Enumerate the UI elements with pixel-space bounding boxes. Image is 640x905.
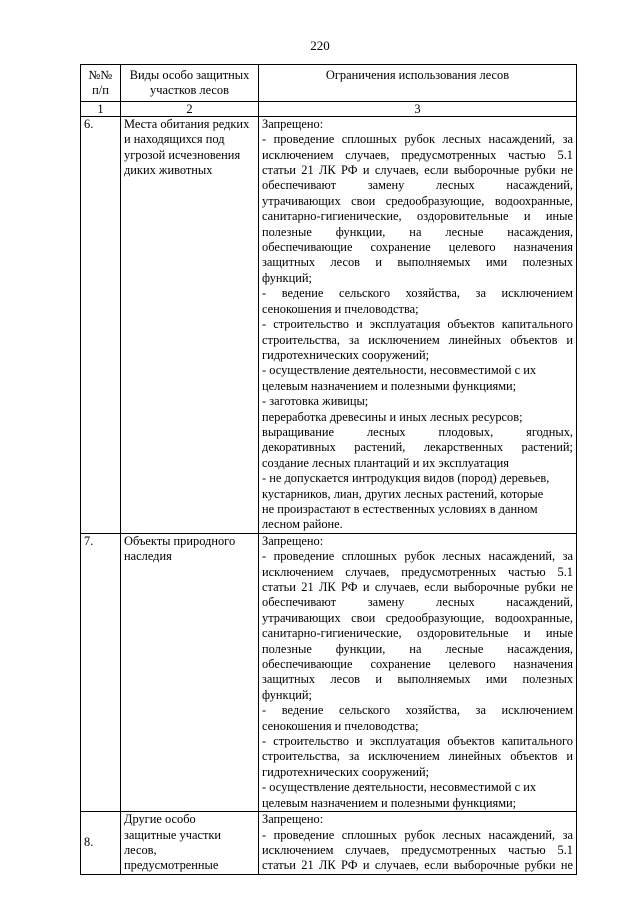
restriction-line: санитарно-гигиенические, оздоровительные и иные — [262, 209, 573, 224]
forest-area-kind-line: диких животных — [124, 163, 213, 178]
restriction-line: статьи 21 ЛК РФ и случаев, если выборочные рубки не — [262, 163, 573, 178]
restriction-line: строительства, за исключением линейных объектов и — [262, 332, 573, 347]
restriction-line: декоративных растений, лекарственных растений; — [262, 440, 573, 455]
forest-restrictions-table — [80, 64, 577, 875]
restriction-line: выращивание лесных плодовых, ягодных, — [262, 424, 573, 439]
restriction-line: создание лесных плантаций и их эксплуатация — [262, 455, 510, 470]
restriction-line: обеспечивают замену лесных насаждений, — [262, 178, 573, 193]
usage-restrictions — [259, 812, 577, 875]
header-restrictions-text: Ограничения использования лесов — [325, 68, 510, 82]
header-kind-line: участков лесов — [150, 83, 229, 98]
column-number: 3 — [259, 101, 577, 116]
restriction-line: не произрастают в естественных условиях в данном — [262, 501, 538, 516]
page-number: 220 — [310, 38, 330, 53]
table-header-row — [81, 65, 577, 102]
header-number-line: п/п — [92, 83, 109, 98]
table-row — [81, 116, 577, 533]
header-number-line: №№ — [88, 68, 113, 82]
restriction-line: - осуществление деятельности, несовместимой с их — [262, 363, 537, 378]
table-row — [81, 812, 577, 875]
restriction-line: статьи 21 ЛК РФ и случаев, если выборочные рубки не — [262, 580, 573, 594]
restriction-line: лесном районе. — [262, 517, 343, 532]
restriction-line: кустарников, лиан, других лесных растений, которые — [262, 486, 544, 501]
usage-restrictions — [259, 116, 577, 533]
header-kind-line: Виды особо защитных — [129, 68, 250, 82]
forest-area-kind-line: лесов, — [124, 842, 157, 857]
restriction-line: защитных лесов и выполняемых ими полезных — [262, 672, 573, 687]
restriction-line: обеспечивающие сохранение целевого назначения — [262, 657, 573, 672]
restriction-line: сенокошения и пчеловодства; — [262, 301, 419, 316]
restriction-line: утрачивающих свои средообразующие, водоохранные, — [262, 610, 573, 625]
restriction-line: - ведение сельского хозяйства, за исключением — [262, 703, 573, 718]
restriction-line: - осуществление деятельности, несовместимой с их — [262, 780, 537, 795]
restriction-line: полезные функции, на лесные насаждения, — [262, 641, 573, 656]
restriction-line: переработка древесины и иных лесных ресурсов; — [262, 409, 523, 424]
forest-area-kind — [121, 533, 259, 811]
restriction-line: исключением случаев, предусмотренных частью 5.1 — [262, 147, 573, 162]
forest-area-kind-line: угрозой исчезновения — [124, 147, 241, 162]
restriction-line: обеспечивают замену лесных насаждений, — [262, 595, 573, 610]
forest-area-kind-line: Объекты природного — [124, 533, 236, 548]
restriction-line: исключением случаев, предусмотренных частью 5.1 — [262, 842, 573, 857]
restriction-line: целевым назначением и полезными функциями; — [262, 378, 517, 393]
header-restrictions — [259, 65, 577, 102]
restriction-line: исключением случаев, предусмотренных частью 5.1 — [262, 564, 573, 579]
restriction-line: - проведение сплошных рубок лесных насаждений, за — [262, 549, 573, 564]
restriction-line: санитарно-гигиенические, оздоровительные и иные — [262, 626, 573, 641]
forest-area-kind-line: Места обитания редких — [124, 116, 250, 131]
restriction-line: полезные функции, на лесные насаждения, — [262, 224, 573, 239]
usage-restrictions — [259, 533, 577, 811]
restriction-line: - проведение сплошных рубок лесных насаждений, за — [262, 827, 573, 842]
forest-area-kind-line: Другие особо — [124, 812, 196, 827]
restriction-line: гидротехнических сооружений; — [262, 764, 430, 779]
restriction-line: - строительство и эксплуатация объектов капитального — [262, 734, 573, 749]
restriction-line: статьи 21 ЛК РФ и случаев, если выборочные рубки не — [262, 858, 573, 873]
forest-area-kind — [121, 812, 259, 875]
restriction-line: строительства, за исключением линейных объектов и — [262, 749, 573, 764]
restriction-line: утрачивающих свои средообразующие, водоохранные, — [262, 193, 573, 208]
restriction-line: защитных лесов и выполняемых ими полезных — [262, 255, 573, 270]
restriction-line: гидротехнических сооружений; — [262, 347, 430, 362]
forest-area-kind-line: предусмотренные — [124, 858, 219, 873]
row-number: 8. — [81, 812, 121, 875]
restriction-line: - ведение сельского хозяйства, за исключением — [262, 286, 573, 301]
restriction-line: сенокошения и пчеловодства; — [262, 718, 419, 733]
restriction-line: обеспечивающие сохранение целевого назначения — [262, 240, 573, 255]
row-number: 7. — [81, 533, 121, 811]
restriction-line: Запрещено: — [262, 533, 324, 548]
forest-area-kind — [121, 116, 259, 533]
column-number-row — [81, 101, 577, 116]
forest-area-kind-line: наследия — [124, 549, 172, 564]
restriction-line: Запрещено: — [262, 812, 324, 827]
header-kind — [121, 65, 259, 102]
forest-area-kind-line: защитные участки — [124, 827, 222, 842]
column-number: 2 — [121, 101, 259, 116]
restriction-line: Запрещено: — [262, 116, 324, 131]
restriction-line: функций; — [262, 270, 312, 285]
table-row — [81, 533, 577, 811]
forest-area-kind-line: и находящихся под — [124, 132, 225, 147]
column-number: 1 — [81, 101, 121, 116]
restriction-line: - проведение сплошных рубок лесных насаждений, за — [262, 132, 573, 147]
restriction-line: целевым назначением и полезными функциями; — [262, 795, 517, 810]
restriction-line: - не допускается интродукция видов (пород) деревьев, — [262, 471, 550, 486]
restriction-line: функций; — [262, 687, 312, 702]
row-number: 6. — [81, 116, 121, 533]
header-number — [81, 65, 121, 102]
restriction-line: - строительство и эксплуатация объектов капитального — [262, 317, 573, 332]
restriction-line: - заготовка живицы; — [262, 394, 369, 409]
